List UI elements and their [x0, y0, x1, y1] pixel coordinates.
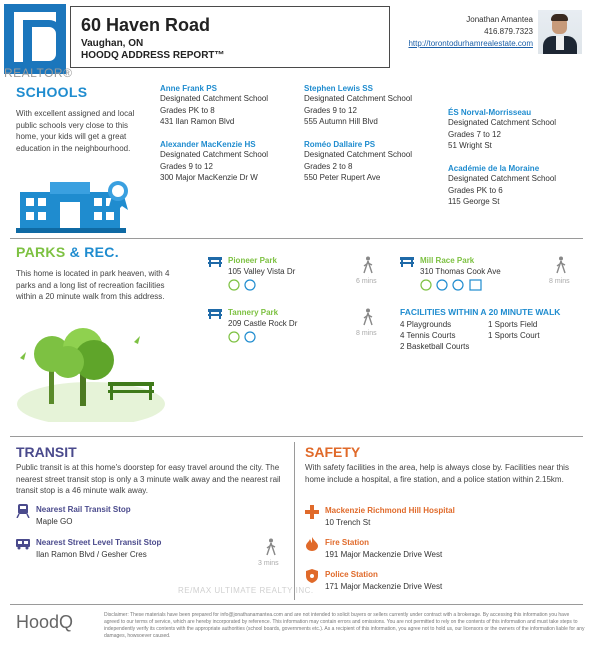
street-transit-value[interactable]: Ilan Ramon Blvd / Gesher Cres [36, 550, 147, 559]
facilities-list: 4 Playgrounds 4 Tennis Courts 2 Basketball Courts [400, 320, 470, 351]
park-name[interactable]: Tannery Park [228, 308, 279, 317]
section-divider [10, 436, 583, 437]
watermark: RE/MAX ULTIMATE REALTY INC. [178, 586, 314, 595]
park-facility-icons [420, 278, 490, 292]
safety-address: 10 Trench St [325, 518, 371, 527]
safety-address: 191 Major Mackenzie Drive West [325, 550, 443, 559]
column-divider [294, 442, 295, 600]
facilities-title: FACILITIES WITHIN A 20 MINUTE WALK [400, 307, 561, 317]
agent-website-link[interactable]: http://torontodurhamrealestate.com [408, 39, 533, 48]
fire-icon [306, 537, 318, 551]
park-illustration-icon [16, 318, 166, 422]
safety-name[interactable]: Police Station [325, 570, 378, 579]
school-name[interactable]: Académie de la Moraine [448, 164, 540, 173]
realtor-logo-text: REALTOR® [4, 66, 73, 80]
parks-title: PARKS & REC. [16, 244, 119, 260]
walking-person-icon [362, 256, 374, 274]
school-item: ÉS Norval-Morrisseau Designated Catchment School Grades 7 to 12 51 Wright St [448, 108, 588, 152]
hospital-cross-icon [305, 505, 319, 519]
street-transit-label: Nearest Street Level Transit Stop [36, 538, 162, 547]
realtor-logo [4, 4, 66, 74]
walk-time: 8 mins [549, 278, 570, 285]
transit-title: TRANSIT [16, 444, 77, 460]
bus-icon [16, 538, 30, 550]
safety-name[interactable]: Mackenzie Richmond Hill Hospital [325, 506, 455, 515]
school-item: Académie de la Moraine Designated Catchment School Grades PK to 6 115 George St [448, 164, 588, 208]
school-name[interactable]: Roméo Dallaire PS [304, 140, 376, 149]
park-facility-icons [228, 278, 260, 292]
park-name[interactable]: Pioneer Park [228, 256, 277, 265]
school-name[interactable]: Stephen Lewis SS [304, 84, 373, 93]
walking-person-icon [555, 256, 567, 274]
safety-title: SAFETY [305, 444, 361, 460]
school-item: Anne Frank PS Designated Catchment School Grades PK to 8 431 Ilan Ramon Blvd [160, 84, 300, 128]
school-item: Stephen Lewis SS Designated Catchment School Grades 9 to 12 555 Autumn Hill Blvd [304, 84, 444, 128]
disclaimer-text: Disclaimer: These materials have been prepared for info@jonathanamantea.com and are not intended to solicit buyers or sellers currently under contract with a brokerage. By accessing this information you have agreed to our terms of service, which are hereby incorporated by reference. This information may contain errors and omissions. You are not permitted to rely on the contents of this information and must take steps to independently verify its contents with the appropriate authorities (school boards, governments etc.). As a recipient of this information, you agree not to hold us, our licensors or the owners of the information liable for any damages, howsoever caused. [104, 612, 585, 639]
address-title: 60 Haven Road [81, 15, 211, 35]
report-title: HOODQ ADDRESS REPORT™ [81, 50, 225, 61]
walk-time: 3 mins [258, 560, 279, 567]
park-address: 105 Valley Vista Dr [228, 267, 296, 276]
park-address: 209 Castle Rock Dr [228, 319, 298, 328]
walking-person-icon [265, 538, 277, 556]
agent-name: Jonathan Amantea [466, 15, 533, 24]
safety-address: 171 Major Mackenzie Drive West [325, 582, 443, 591]
school-name[interactable]: Anne Frank PS [160, 84, 217, 93]
section-divider [10, 238, 583, 239]
schools-intro: With excellent assigned and local public schools very close to this home, your kids will get a great education in the neighbourhood. [16, 109, 135, 153]
police-badge-icon [306, 569, 318, 583]
schools-title: SCHOOLS [16, 84, 88, 100]
school-item: Alexander MacKenzie HS Designated Catchment School Grades 9 to 12 300 Major MacKenzie Dr W [160, 140, 300, 184]
address-city: Vaughan, ON [81, 38, 144, 49]
rail-transit-label: Nearest Rail Transit Stop [36, 505, 131, 514]
bench-icon [208, 255, 222, 267]
parks-intro: This home is located in park heaven, with 4 parks and a long list of recreation facilities within a 20 minute walk from this address. [16, 269, 170, 301]
rail-transit-value[interactable]: Maple GO [36, 517, 73, 526]
school-item: Roméo Dallaire PS Designated Catchment School Grades 2 to 8 550 Peter Rupert Ave [304, 140, 444, 184]
facilities-list: 1 Sports Field 1 Sports Court [488, 320, 540, 340]
section-divider [10, 604, 583, 605]
train-icon [16, 504, 30, 518]
park-facility-icons [228, 330, 260, 344]
safety-name[interactable]: Fire Station [325, 538, 370, 547]
agent-photo [538, 10, 582, 54]
park-name[interactable]: Mill Race Park [420, 256, 475, 265]
agent-phone: 416.879.7323 [484, 27, 533, 36]
bench-icon [208, 307, 222, 319]
park-address: 310 Thomas Cook Ave [420, 267, 501, 276]
walk-time: 6 mins [356, 278, 377, 285]
hoodq-logo: HoodQ [16, 612, 74, 632]
school-name[interactable]: ÉS Norval-Morrisseau [448, 108, 532, 117]
walk-time: 8 mins [356, 330, 377, 337]
school-name[interactable]: Alexander MacKenzie HS [160, 140, 256, 149]
safety-intro: With safety facilities in the area, help is always close by. Facilities near this home include a hospital, a fire station, and a police station within 2.15km. [305, 463, 569, 484]
bench-icon [400, 255, 414, 267]
award-ribbon-icon [106, 180, 130, 210]
address-box [70, 6, 390, 68]
agent-info [395, 14, 533, 50]
transit-intro: Public transit is at this home's doorstep for easy travel around the city. The nearest street transit stop is only a 3 minute walk away and the nearest rail transit stop is a 46 minute walk away. [16, 463, 281, 495]
walking-person-icon [362, 308, 374, 326]
